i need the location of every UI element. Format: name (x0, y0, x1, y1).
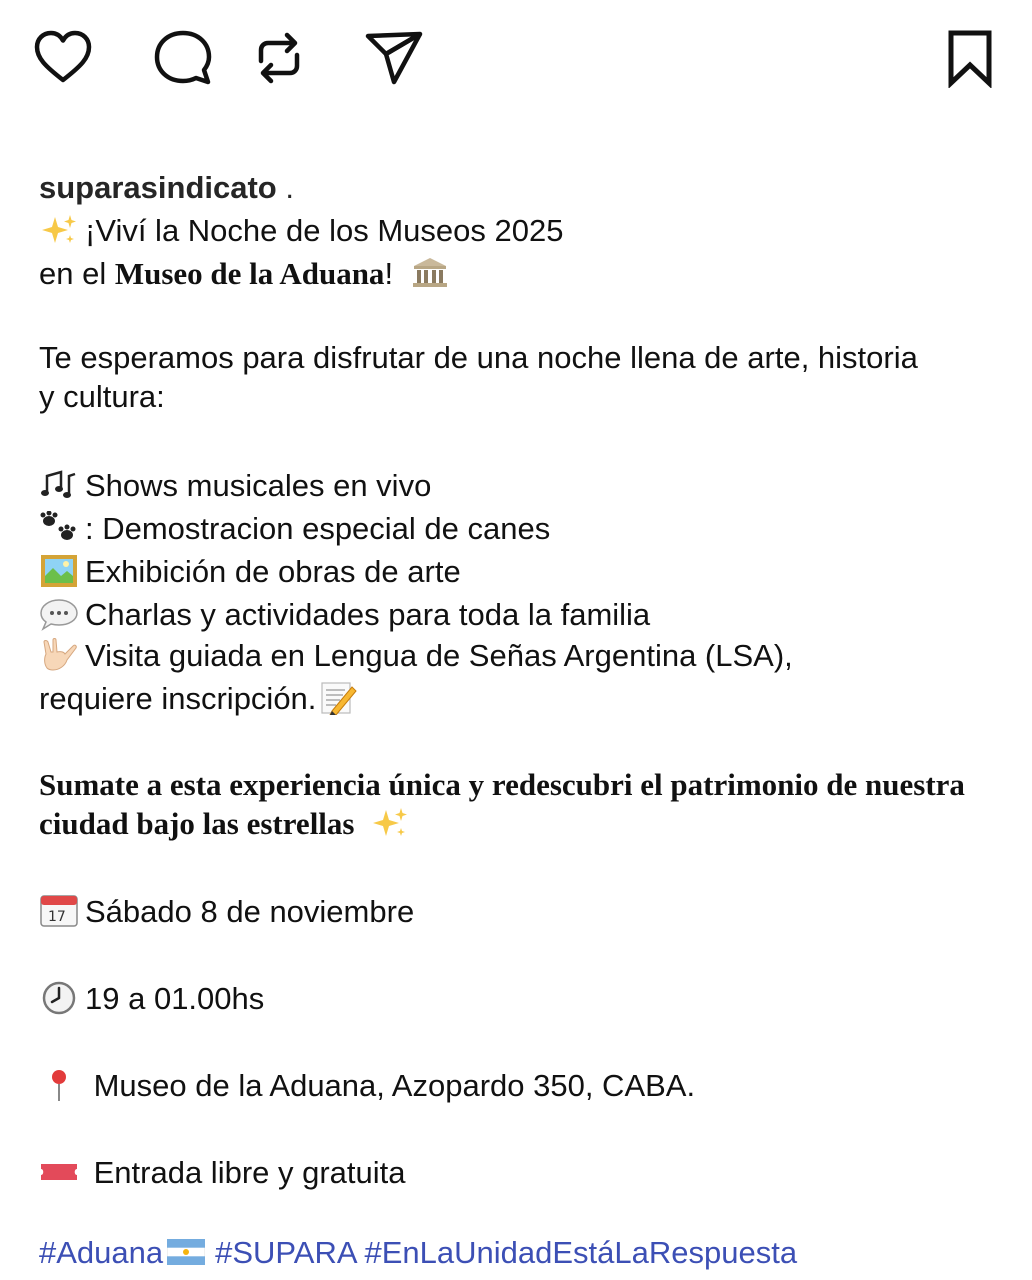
save-button[interactable] (938, 26, 1002, 90)
speech-balloon-icon (39, 597, 79, 631)
event-location (39, 1064, 999, 1107)
event-date-text: Sábado 8 de noviembre (85, 894, 415, 929)
list-item (39, 464, 999, 507)
list-item-continued-text: requiere inscripción. (39, 681, 317, 716)
sparkles-icon (39, 213, 79, 247)
calendar-icon (39, 894, 79, 928)
svg-text:17: 17 (48, 909, 66, 925)
username[interactable]: suparasindicato (39, 170, 277, 205)
list-item-text: Visita guiada en Lengua de Señas Argentina (LSA), (85, 638, 793, 673)
event-time (39, 977, 999, 1020)
username-suffix: . (285, 170, 294, 205)
ticket-icon (39, 1155, 79, 1189)
bookmark-icon (940, 28, 1000, 88)
caption-line-2 (39, 252, 999, 295)
repost-button[interactable] (247, 26, 311, 90)
list-item (39, 507, 999, 550)
hashtag-supara[interactable]: #SUPARA (215, 1235, 356, 1270)
list-item-text: : Demostracion especial de canes (85, 511, 551, 546)
paw-prints-icon (39, 511, 79, 545)
hashtag-en-la-unidad[interactable]: #EnLaUnidadEstáLaRespuesta (364, 1235, 798, 1270)
sparkles-icon (370, 806, 410, 840)
caption-line-2-suffix: ! (384, 256, 394, 291)
event-location-text: Museo de la Aduana, Azopardo 350, CABA. (85, 1068, 696, 1103)
musical-notes-icon (39, 468, 79, 502)
highlight-text-content: Sumate a esta experiencia única y redescubri el patrimonio de nuestra ciudad bajo las estrellas (39, 767, 965, 841)
caption-line-1-text: ¡Viví la Noche de los Museos 2025 (85, 213, 564, 248)
like-button[interactable] (31, 26, 95, 90)
post-action-bar (0, 0, 1032, 112)
list-item-continued (39, 679, 999, 718)
list-item (39, 593, 999, 636)
list-item-text: Exhibición de obras de arte (85, 554, 461, 589)
caption-intro: Te esperamos para disfrutar de una noche llena de arte, historia y cultura: (39, 340, 918, 414)
clock-icon (39, 981, 79, 1015)
list-item (39, 636, 999, 679)
highlight-text (39, 765, 989, 843)
repost-icon (249, 28, 309, 88)
caption-line-2-prefix: en el (39, 256, 115, 291)
love-you-hand-icon (39, 638, 79, 672)
caption-line-1 (39, 209, 999, 252)
post-caption (39, 166, 999, 1194)
argentina-flag-icon (167, 1239, 205, 1265)
list-item (39, 550, 999, 593)
hashtag-aduana[interactable]: #Aduana (39, 1235, 164, 1270)
classical-building-icon (410, 256, 450, 290)
comment-button[interactable] (151, 26, 215, 90)
framed-picture-icon (39, 554, 79, 588)
event-time-text: 19 a 01.00hs (85, 981, 265, 1016)
comment-icon (153, 28, 213, 88)
event-ticket-text: Entrada libre y gratuita (85, 1155, 406, 1190)
pin-icon (39, 1068, 79, 1102)
paper-plane-icon (364, 28, 424, 88)
share-button[interactable] (362, 26, 426, 90)
list-item-text: Shows musicales en vivo (85, 468, 432, 503)
heart-icon (33, 28, 93, 88)
event-date (39, 890, 999, 933)
memo-icon (318, 681, 358, 715)
hashtag-list (39, 1232, 797, 1274)
caption-header (39, 166, 999, 209)
event-ticket (39, 1151, 999, 1194)
list-item-text: Charlas y actividades para toda la familia (85, 597, 651, 632)
museum-name: Museo de la Aduana (114, 256, 385, 291)
